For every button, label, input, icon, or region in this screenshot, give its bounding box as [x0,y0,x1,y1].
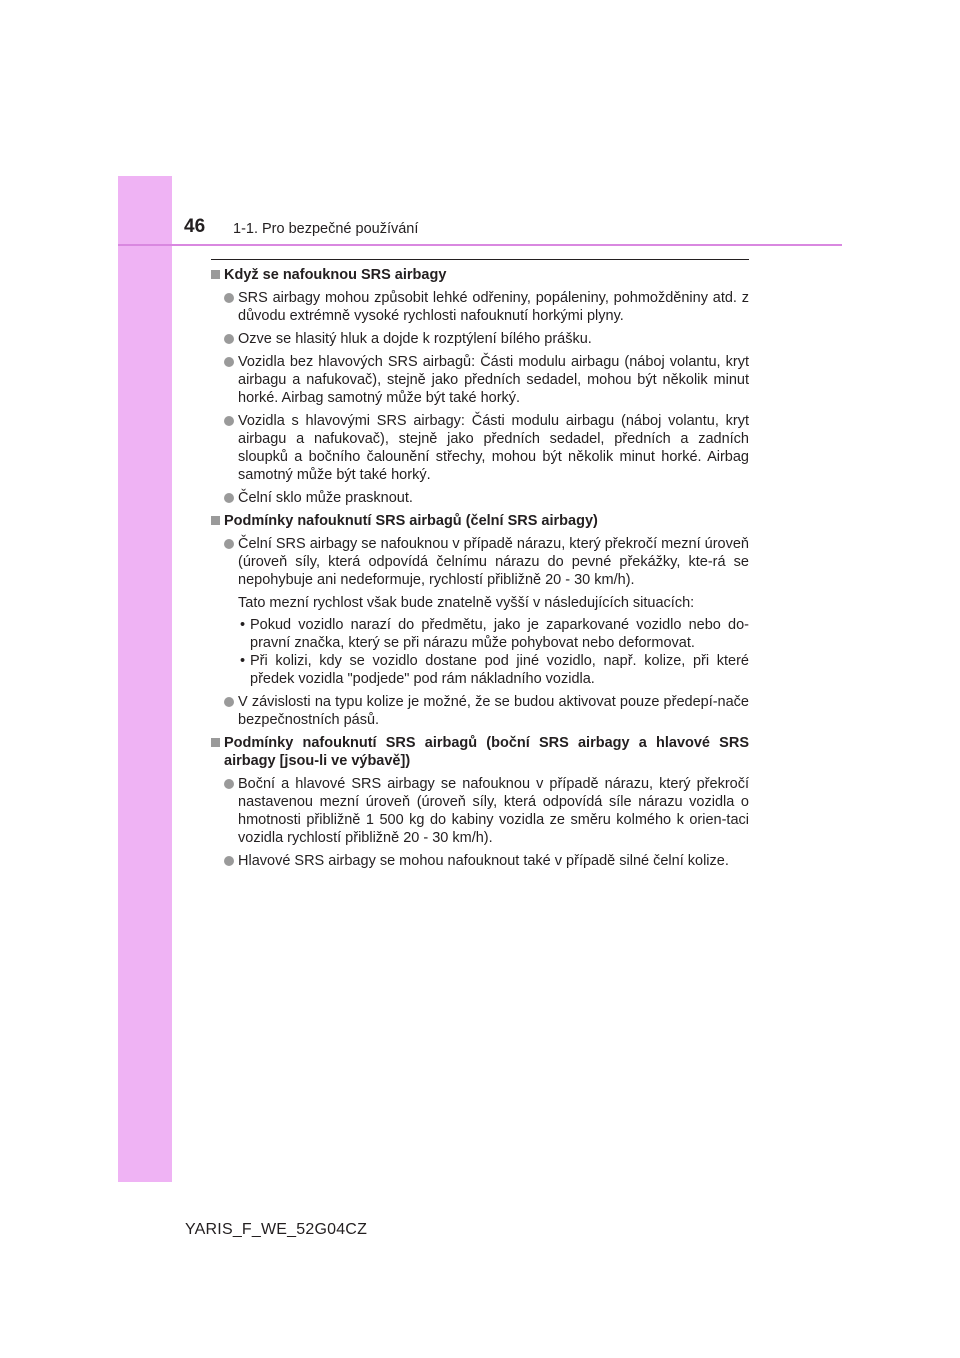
round-bullet-icon [224,493,234,503]
square-bullet-icon [211,270,220,279]
sub-bullet-marker: • [240,617,246,633]
page-number: 46 [184,216,206,237]
footer-code: YARIS_F_WE_52G04CZ [185,1221,368,1238]
bullet-item [211,535,749,589]
sub-item [211,652,749,688]
header-rule [118,244,842,246]
page-content [211,266,749,875]
bullet-text: Čelní sklo může prasknout. [238,490,413,506]
section-heading [211,734,749,770]
bullet-item [211,693,749,729]
bullet-item [211,852,749,870]
heading-text: Podmínky nafouknutí SRS airbagů (boční SRS airbagy a hlavové SRS airbagy [jsou-li ve výbavě]) [224,735,749,769]
bullet-text: Čelní SRS airbagy se nafouknou v případě nárazu, který překročí mezní úroveň (úroveň síly, která odpovídá čelnímu nárazu do pevné překážky, kte-rá se nepohybuje ani nedeformuje, rychlostí přibližně 20 - 30 km/h). [238,536,749,588]
side-color-band [118,176,172,1182]
square-bullet-icon [211,738,220,747]
bullet-text: SRS airbagy mohou způsobit lehké odřeniny, popáleniny, pohmožděniny atd. z důvodu extrémně vysoké rychlosti nafouknutí horkými plyny. [238,290,749,324]
section-heading [211,266,749,284]
square-bullet-icon [211,516,220,525]
section-heading [211,512,749,530]
sub-item-text: Pokud vozidlo narazí do předmětu, jako je zaparkované vozidlo nebo do-pravní značka, který se při nárazu může pohybovat nebo deformovat. [250,617,749,651]
round-bullet-icon [224,779,234,789]
bullet-text: Vozidla s hlavovými SRS airbagy: Části modulu airbagu (náboj volantu, kryt airbagu a nafukovač), stejně jako předních sedadel, předních a zadních sloupků a bočního čalounění střechy, mohou být několik minut horké. Airbag samotný může být také horký. [238,413,749,483]
content-top-rule [211,259,749,260]
bullet-item [211,775,749,847]
round-bullet-icon [224,416,234,426]
bullet-item [211,489,749,507]
round-bullet-icon [224,334,234,344]
round-bullet-icon [224,539,234,549]
sub-bullet-marker: • [240,653,246,669]
heading-text: Když se nafouknou SRS airbagy [224,267,447,283]
bullet-item [211,289,749,325]
round-bullet-icon [224,293,234,303]
paragraph: Tato mezní rychlost však bude znatelně vyšší v následujících situacích: [238,595,695,611]
section-title: 1-1. Pro bezpečné používání [233,221,419,237]
round-bullet-icon [224,697,234,707]
bullet-item [211,412,749,484]
round-bullet-icon [224,357,234,367]
bullet-text: Vozidla bez hlavových SRS airbagů: Části modulu airbagu (náboj volantu, kryt airbagu a nafukovač), stejně jako předních sedadel, mohou být několik minut horké. Airbag samotný může být také horký. [238,354,749,406]
bullet-item [211,353,749,407]
round-bullet-icon [224,856,234,866]
bullet-text: Boční a hlavové SRS airbagy se nafouknou v případě nárazu, který překročí nastavenou mezní úroveň (úroveň síly, která odpovídá síle nárazu vozidla o hmotnosti přibližně 1 500 kg do kabiny vozidla ze směru kolmého k orien-taci vozidla rychlostí přibližně 20 - 30 km/h). [238,776,749,846]
sub-item-text: Při kolizi, kdy se vozidlo dostane pod jiné vozidlo, např. kolize, při které předek vozidla "podjede" pod rám nákladního vozidla. [250,653,749,687]
bullet-text: Ozve se hlasitý hluk a dojde k rozptýlení bílého prášku. [238,331,592,347]
bullet-text: V závislosti na typu kolize je možné, že se budou aktivovat pouze předepí-nače bezpečnostních pásů. [238,694,749,728]
heading-text: Podmínky nafouknutí SRS airbagů (čelní SRS airbagy) [224,513,598,529]
sub-item [211,616,749,652]
bullet-text: Hlavové SRS airbagy se mohou nafouknout také v případě silné čelní kolize. [238,853,729,869]
bullet-item [211,330,749,348]
